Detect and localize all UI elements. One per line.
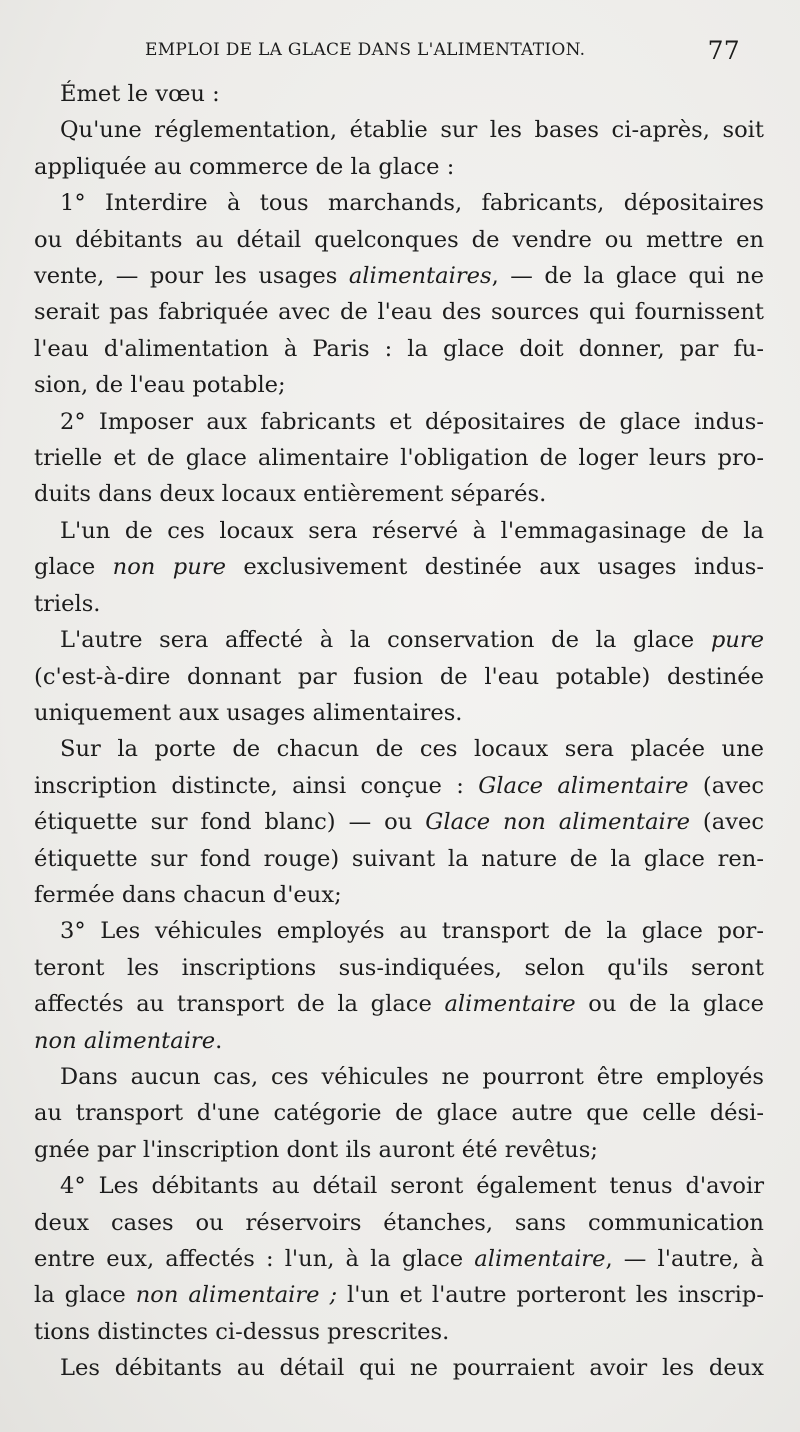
italic-text: non pure (112, 554, 226, 581)
body-text (34, 76, 764, 1387)
text-line: non alimentaire. (34, 1027, 223, 1054)
text-line: trielle et de glace alimentaire l'obligation de loger leurs pro- (34, 445, 764, 472)
text-line: tions distinctes ci-dessus prescrites. (34, 1318, 450, 1345)
running-head: EMPLOI DE LA GLACE DANS L'ALIMENTATION. (145, 40, 586, 60)
page-header (145, 34, 765, 68)
text-line: 3° Les véhicules employés au transport de la glace por- (60, 918, 764, 945)
italic-text: Glace alimentaire (478, 772, 689, 799)
page-number: 77 (707, 36, 740, 65)
text-line: au transport d'une catégorie de glace autre que celle dési- (34, 1100, 764, 1127)
text-line: (c'est-à-dire donnant par fusion de l'eau potable) destinée (34, 663, 764, 690)
text-line: serait pas fabriquée avec de l'eau des sources qui fournissent (34, 299, 764, 326)
text-line: Qu'une réglementation, établie sur les bases ci-après, soit (60, 117, 764, 144)
text-line: L'autre sera affecté à la conservation de la glace pure (60, 627, 764, 654)
italic-text: pure (710, 627, 764, 654)
italic-text: non alimentaire (34, 1027, 216, 1054)
text-line: 1° Interdire à tous marchands, fabricants, dépositaires (60, 190, 764, 217)
italic-text: non alimentaire ; (135, 1282, 338, 1309)
text-line: L'un de ces locaux sera réservé à l'emmagasinage de la (60, 517, 764, 544)
text-line: affectés au transport de la glace alimentaire ou de la glace (34, 991, 764, 1018)
text-line: gnée par l'inscription dont ils auront été revêtus; (34, 1136, 598, 1163)
text-line: vente, — pour les usages alimentaires, — de la glace qui ne (34, 263, 764, 290)
text-line: l'eau d'alimentation à Paris : la glace doit donner, par fu- (34, 335, 764, 362)
italic-text: Glace non alimentaire (425, 809, 690, 836)
italic-text: alimentaire (474, 1246, 606, 1272)
text-line: ou débitants au détail quelconques de vendre ou mettre en (34, 226, 764, 253)
text-line: uniquement aux usages alimentaires. (34, 699, 463, 726)
text-line: Les débitants au détail qui ne pourraient avoir les deux (60, 1355, 764, 1382)
text-line: la glace non alimentaire ; l'un et l'autre porteront les inscrip- (34, 1282, 764, 1309)
text-line: étiquette sur fond blanc) — ou Glace non alimentaire (avec (34, 809, 764, 836)
text-line: Sur la porte de chacun de ces locaux sera placée une (60, 736, 764, 763)
text-line: Émet le vœu : (60, 81, 220, 107)
text-line: sion, de l'eau potable; (34, 372, 286, 399)
text-line: 2° Imposer aux fabricants et dépositaires de glace indus- (60, 408, 764, 435)
text-line: entre eux, affectés : l'un, à la glace alimentaire, — l'autre, à (34, 1246, 764, 1272)
text-line: triels. (34, 590, 101, 617)
text-line: duits dans deux locaux entièrement séparés. (34, 481, 547, 508)
text-line: glace non pure exclusivement destinée aux usages indus- (34, 554, 764, 581)
text-line: Dans aucun cas, ces véhicules ne pourront être employés (60, 1063, 764, 1090)
text-line: 4° Les débitants au détail seront également tenus d'avoir (60, 1173, 764, 1200)
text-line: fermée dans chacun d'eux; (34, 881, 342, 908)
text-line: deux cases ou réservoirs étanches, sans communication (34, 1209, 764, 1236)
italic-text: alimentaire (444, 991, 576, 1018)
text-line: appliquée au commerce de la glace : (34, 153, 455, 180)
italic-text: alimentaires (348, 263, 492, 290)
text-line: inscription distincte, ainsi conçue : Glace alimentaire (avec (34, 772, 764, 799)
text-line: étiquette sur fond rouge) suivant la nature de la glace ren- (34, 845, 764, 872)
text-line: teront les inscriptions sus-indiquées, selon qu'ils seront (34, 954, 764, 981)
